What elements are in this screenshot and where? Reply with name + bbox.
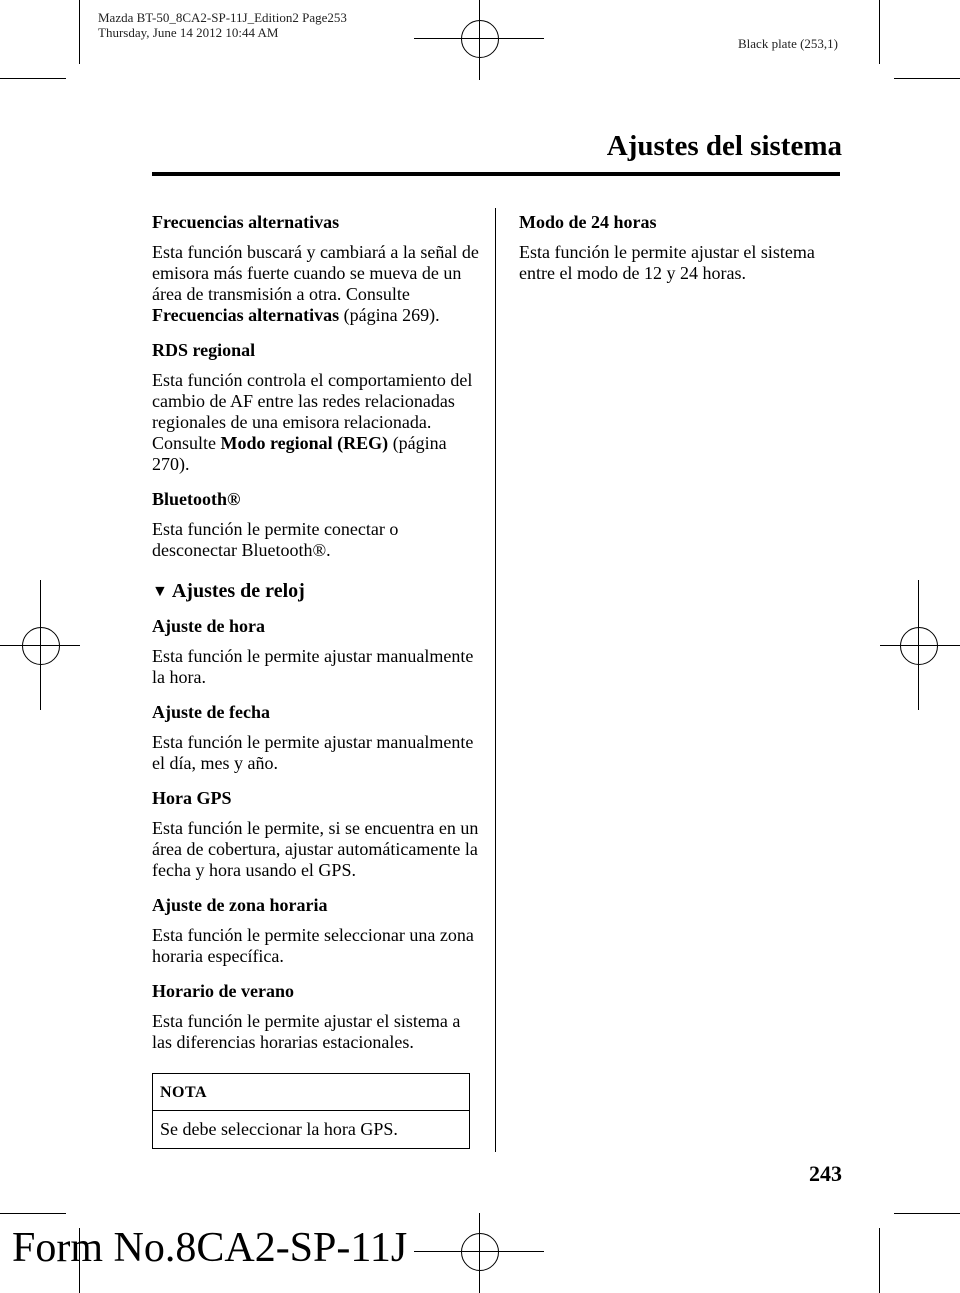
heading-ajuste-de-fecha: Ajuste de fecha (152, 702, 270, 722)
note-box (152, 1073, 470, 1149)
file-info (98, 10, 347, 40)
page-number: 243 (809, 1161, 842, 1186)
subheading-label: Ajustes de reloj (171, 580, 305, 602)
heading-bluetooth: Bluetooth® (152, 489, 241, 509)
note-label: NOTA (153, 1074, 469, 1111)
header-rule (152, 172, 840, 176)
registration-mark-right (880, 580, 960, 710)
column-divider (495, 208, 496, 1152)
heading-rds-regional: RDS regional (152, 340, 256, 360)
file-info-line1: Mazda BT-50_8CA2-SP-11J_Edition2 Page253 (98, 10, 347, 25)
registration-mark-bottom (414, 1213, 544, 1293)
heading-horario-de-verano: Horario de verano (152, 981, 294, 1001)
reference-frecuencias-alternativas: Frecuencias alternativas (152, 305, 340, 325)
paragraph-horario-de-verano: Esta función le permite ajustar el sistema a las diferencias horarias estacionales. (152, 1011, 461, 1052)
paragraph-ajuste-de-fecha: Esta función le permite ajustar manualmente el día, mes y año. (152, 732, 474, 773)
paragraph-hora-gps: Esta función le permite, si se encuentra en un área de cobertura, ajustar automáticamente la fecha y hora usando el GPS. (152, 818, 479, 880)
heading-modo-24-horas: Modo de 24 horas (519, 212, 657, 232)
paragraph-bluetooth: Esta función le permite conectar o desconectar Bluetooth®. (152, 519, 399, 560)
right-column (519, 212, 839, 298)
reference-modo-regional: Modo regional (REG) (220, 433, 389, 453)
section-title: Ajustes del sistema (606, 130, 842, 162)
file-info-line2: Thursday, June 14 2012 10:44 AM (98, 25, 279, 40)
paragraph-ajuste-de-zona-horaria: Esta función le permite seleccionar una zona horaria específica. (152, 925, 474, 966)
note-text: Se debe seleccionar la hora GPS. (160, 1119, 398, 1139)
registration-mark-left (0, 580, 80, 710)
plate-label: Black plate (253,1) (738, 36, 838, 51)
registration-mark-top (414, 0, 544, 80)
subheading-ajustes-de-reloj (152, 581, 482, 602)
form-number: Form No.8CA2-SP-11J (12, 1225, 408, 1271)
left-column (152, 212, 482, 1149)
triangle-down-icon: ▼ (152, 583, 168, 600)
heading-ajuste-de-zona-horaria: Ajuste de zona horaria (152, 895, 328, 915)
paragraph-ajuste-de-hora: Esta función le permite ajustar manualmente la hora. (152, 646, 474, 687)
paragraph-frecuencias-alternativas: Esta función buscará y cambiará a la señal de emisora más fuerte cuando se mueva de un área de transmisión a otra. Consulte Frecuencias alternativas (página 269). (152, 242, 479, 325)
paragraph-rds-regional: Esta función controla el comportamiento del cambio de AF entre las redes relacionadas regionales de una emisora relacionada. Consulte Modo regional (REG) (página 270). (152, 370, 473, 474)
paragraph-modo-24-horas: Esta función le permite ajustar el sistema entre el modo de 12 y 24 horas. (519, 242, 815, 283)
heading-ajuste-de-hora: Ajuste de hora (152, 616, 265, 636)
heading-hora-gps: Hora GPS (152, 788, 232, 808)
heading-frecuencias-alternativas: Frecuencias alternativas (152, 212, 340, 232)
